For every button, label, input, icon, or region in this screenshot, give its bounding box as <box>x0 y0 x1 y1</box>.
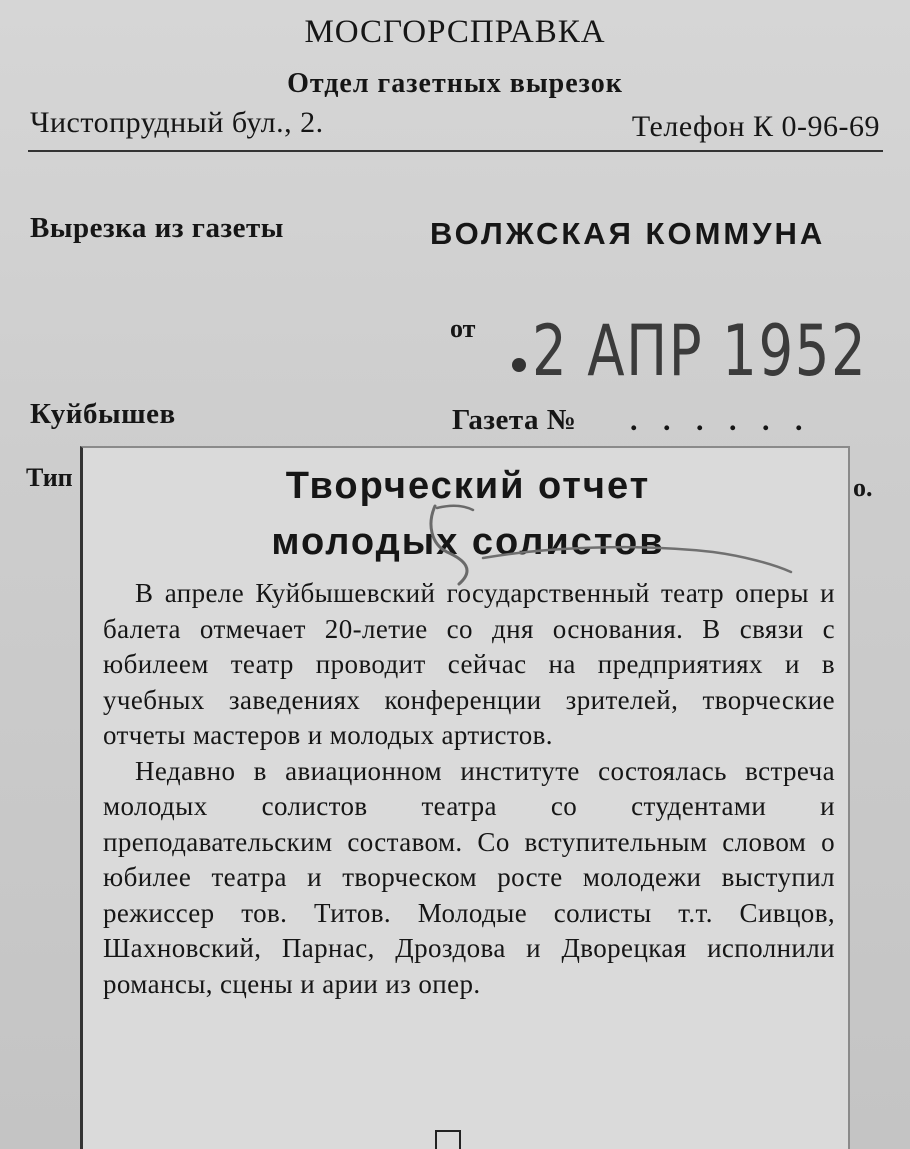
newspaper-clipping <box>80 446 850 1149</box>
phone-number: Телефон К 0-96-69 <box>631 110 880 143</box>
address: Чистопрудный бул., 2. <box>30 106 324 139</box>
article-title-line-2: молодых солистов <box>271 521 665 563</box>
issue-number-label: Газета № <box>452 404 577 436</box>
date-from-label: от <box>450 314 476 343</box>
newspaper-name: ВОЛЖСКАЯ КОММУНА <box>430 216 826 251</box>
issue-number-blank: . . . . . . <box>630 404 812 437</box>
city-name: Куйбышев <box>30 398 176 430</box>
header-divider <box>28 150 883 152</box>
partial-label-right: о. <box>853 473 873 502</box>
box-mark-icon <box>435 1130 461 1149</box>
article-body <box>103 576 835 1002</box>
partial-label-left: Тип <box>26 463 73 492</box>
department-name: Отдел газетных вырезок <box>287 68 623 99</box>
organization-name: МОСГОРСПРАВКА <box>304 14 606 50</box>
article-paragraph-2: Недавно в авиационном институте состоялась встреча молодых солистов театра со студентами и преподавательским составом. Со вступительным словом о юбилее театра и творческом росте молодежи выступил режиссер тов. Титов. Молодые солисты т.т. Сивцов, Шахновский, Парнас, Дроздова и Дворецкая исполнили романсы, сцены и арии из опер. <box>103 755 835 999</box>
clipping-label: Вырезка из газеты <box>30 212 284 244</box>
stamp-dot-icon <box>512 358 526 372</box>
date-stamp: 2 АПР 1952 <box>532 310 868 392</box>
article-title-line-1: Творческий отчет <box>285 465 651 507</box>
article-paragraph-1: В апреле Куйбышевский государственный театр оперы и балета отмечает 20-летие со дня основания. В связи с юбилеем театр проводит сейчас на предприятиях и в учебных заведениях конференции зрителей, творческие отчеты мастеров и молодых артистов. <box>103 578 835 750</box>
